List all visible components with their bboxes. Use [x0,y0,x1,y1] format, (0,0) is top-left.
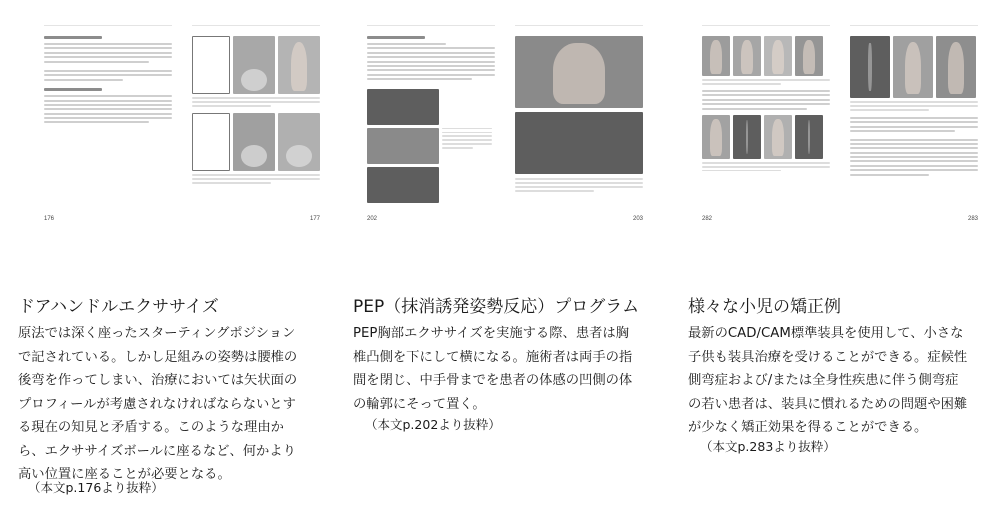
description-line: ら、エクササイズボールに座るなど、何かより [18,443,296,459]
treatment-photo [515,36,643,108]
book-page-right [182,22,330,224]
citation: （本文p.176より抜粋） [28,480,164,495]
citation: （本文p.283より抜粋） [700,439,836,454]
xray-image [795,115,823,159]
feature-title: 様々な小児の矯正例 [688,297,841,317]
description-line: の輪郭にそって置く。 [353,396,486,412]
book-spread-thumbnail [34,22,330,224]
description-line: PEP胸部エクササイズを実施する際、患者は胸 [353,326,630,341]
patient-photo [764,36,792,76]
patient-photo [764,115,792,159]
patient-photo [893,36,933,98]
description-line: 間を閉じ、中手骨までを患者の体感の凹側の体 [353,373,633,388]
description-line: 原法では深く座ったスターティングポジション [18,326,296,341]
page-number: 202 [367,216,378,222]
patient-photo [733,36,761,76]
feature-description [353,322,665,416]
patient-photo [702,115,730,159]
exercise-photo [278,36,320,94]
page-number: 177 [309,216,320,222]
description-line: る現在の知見と矛盾する。このような理由か [18,420,284,435]
page-number: 203 [632,216,643,222]
description-line: 子供も装具治療を受けることができる。症候性 [688,349,968,365]
exercise-photo [278,113,320,171]
book-page-left [692,22,840,224]
exercise-photo [233,113,275,171]
description-line: プロフィールが考慮されなければならないとす [18,396,296,412]
description-line: の若い患者は、装具に慣れるための問題や困難 [688,396,968,412]
citation: （本文p.202より抜粋） [365,417,501,432]
treatment-photo [515,112,643,174]
feature-description [688,322,1000,440]
treatment-photo [367,128,439,164]
book-page-left [34,22,182,224]
description-line: で記されている。しかし足組みの姿勢は腰椎の [18,349,298,365]
book-page-left [357,22,505,224]
book-page-right [840,22,988,224]
feature-description [18,322,330,487]
treatment-photo [367,167,439,203]
description-line: 最新のCAD/CAM標準装具を使用して、小さな [688,326,964,341]
page-number: 282 [702,216,713,222]
description-line: 後弯を作ってしまい、治療においては矢状面の [18,373,298,388]
xray-image [733,115,761,159]
description-line: 側弯症および/または全身性疾患に伴う側弯症 [688,373,959,388]
xray-image [850,36,890,98]
exercise-illustration [192,36,230,94]
description-line: 高い位置に座ることが必要となる。 [18,467,231,482]
feature-title: PEP（抹消誘発姿勢反応）プログラム [353,297,640,317]
page-number: 283 [967,216,978,222]
book-spread-thumbnail [357,22,653,224]
book-spread-thumbnail [692,22,988,224]
page-number: 176 [44,216,55,222]
feature-title: ドアハンドルエクササイズ [18,297,219,317]
patient-photo [795,36,823,76]
exercise-photo [233,36,275,94]
description-line: が少なく矯正効果を得ることができる。 [688,420,928,435]
patient-photo [936,36,976,98]
treatment-photo [367,89,439,125]
patient-photo [702,36,730,76]
description-line: 椎凸側を下にして横になる。施術者は両手の指 [353,349,633,365]
book-page-right [505,22,653,224]
exercise-illustration [192,113,230,171]
